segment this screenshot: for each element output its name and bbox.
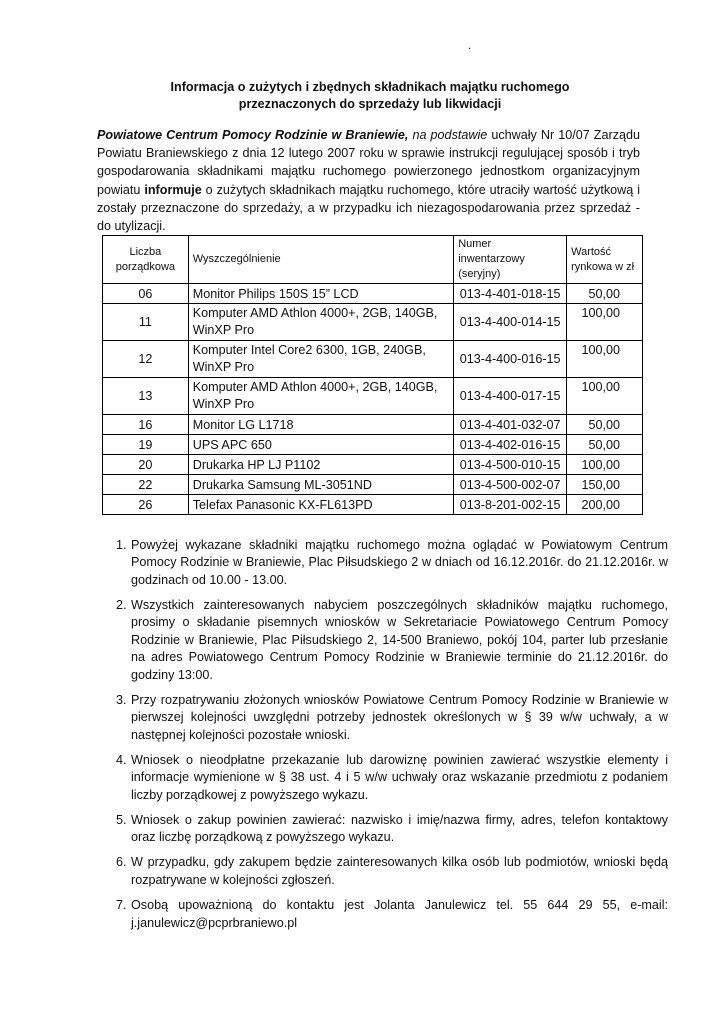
inventory-table — [102, 235, 643, 515]
cell-description: Monitor LG L1718 — [188, 415, 453, 435]
list-item: 5. Wniosek o zakup powinien zawierać: nazwisko i imię/nazwa firmy, adres, telefon kontaktowy oraz liczbę porządkową z powyższego wykazu. — [130, 812, 668, 847]
table-row — [103, 378, 643, 415]
table-row — [103, 341, 643, 378]
cell-ordinal: 12 — [103, 341, 189, 378]
header-description: Wyszczególnienie — [188, 236, 453, 284]
list-item: 3. Przy rozpatrywaniu złożonych wniosków Powiatowe Centrum Pomocy Rodzinie w Braniewie w pierwszej kolejności uwzględni potrzeby jednostek określonych w § 39 w/w uchwały, a w następnej kolejności pozostałe wnioski. — [130, 692, 668, 744]
cell-ordinal: 13 — [103, 378, 189, 415]
table-row — [103, 455, 643, 475]
cell-ordinal: 19 — [103, 435, 189, 455]
cell-ordinal: 22 — [103, 475, 189, 495]
cell-serial: 013-8-201-002-15 — [454, 495, 567, 515]
document-title — [100, 79, 640, 113]
header-mark: . — [468, 38, 472, 52]
table-row — [103, 475, 643, 495]
cell-description: UPS APC 650 — [188, 435, 453, 455]
cell-value: 100,00 — [567, 341, 643, 378]
list-item: 6. W przypadku, gdy zakupem będzie zainteresowanych kilka osób lub podmiotów, wnioski będą rozpatrywane w kolejności zgłoszeń. — [130, 854, 668, 889]
cell-value: 50,00 — [567, 284, 643, 304]
cell-serial: 013-4-400-016-15 — [454, 341, 567, 378]
cell-value: 50,00 — [567, 435, 643, 455]
table-row — [103, 304, 643, 341]
table-header-row — [103, 236, 643, 284]
cell-value: 100,00 — [567, 455, 643, 475]
cell-ordinal: 26 — [103, 495, 189, 515]
intro-paragraph — [97, 126, 640, 235]
cell-ordinal: 16 — [103, 415, 189, 435]
intro-text-part1: uchwały Nr 10/07 Zarządu Powiatu Braniewskiego z dnia 12 lutego 2007 roku w sprawie instrukcji regulującej sposób i tryb gospodarowania składnikami majątku ruchomego powierzonego jednostkom organizacyjnym powiatu — [97, 128, 641, 197]
intro-organization: Powiatowe Centrum Pomocy Rodzinie w Braniewie, — [97, 128, 409, 142]
cell-ordinal: 11 — [103, 304, 189, 341]
title-line-1: Informacja o zużytych i zbędnych składnikach majątku ruchomego — [170, 80, 570, 94]
cell-serial: 013-4-401-032-07 — [454, 415, 567, 435]
intro-basis: na podstawie — [412, 128, 488, 142]
list-item: 7. Osobą upoważnioną do kontaktu jest Jolanta Janulewicz tel. 55 644 29 55, e-mail: j.janulewicz@pcprbraniewo.pl — [130, 897, 668, 932]
cell-value: 100,00 — [567, 304, 643, 341]
cell-ordinal: 20 — [103, 455, 189, 475]
cell-ordinal: 06 — [103, 284, 189, 304]
cell-description: Drukarka Samsung ML-3051ND — [188, 475, 453, 495]
cell-serial: 013-4-400-014-15 — [454, 304, 567, 341]
cell-description: Komputer AMD Athlon 4000+, 2GB, 140GB, WinXP Pro — [188, 378, 453, 415]
header-value: Wartość rynkowa w zł — [567, 236, 643, 284]
cell-description: Telefax Panasonic KX-FL613PD — [188, 495, 453, 515]
header-serial: Numer inwentarzowy (seryjny) — [454, 236, 567, 284]
cell-serial: 013-4-400-017-15 — [454, 378, 567, 415]
table-row — [103, 435, 643, 455]
cell-serial: 013-4-401-018-15 — [454, 284, 567, 304]
intro-text-part2: o zużytych składnikach majątku ruchomego, które utraciły wartość użytkową i zostały przeznaczone do sprzedaży, a w przypadku ich niezagospodarowania przez sprzedaż - do utylizacji. — [97, 182, 641, 234]
numbered-points — [102, 537, 668, 940]
list-item: 4. Wniosek o nieodpłatne przekazanie lub darowiznę powinien zawierać wszystkie elementy i informacje wymienione w § 38 ust. 4 i 5 w/w uchwały oraz wskazanie przedmiotu z podaniem liczby porządkowej z powyższego wykazu. — [130, 752, 668, 804]
cell-description: Drukarka HP LJ P1102 — [188, 455, 453, 475]
cell-value: 200,00 — [567, 495, 643, 515]
cell-value: 150,00 — [567, 475, 643, 495]
list-item: 1. Powyżej wykazane składniki majątku ruchomego można oglądać w Powiatowym Centrum Pomocy Rodzinie w Braniewie, Plac Piłsudskiego 2 w dniach od 16.12.2016r. do 21.12.2016r. w godzinach od 10.00 - 13.00. — [130, 537, 668, 589]
cell-serial: 013-4-500-010-15 — [454, 455, 567, 475]
cell-description: Komputer AMD Athlon 4000+, 2GB, 140GB, WinXP Pro — [188, 304, 453, 341]
header-ordinal: Liczba porządkowa — [103, 236, 189, 284]
table-row — [103, 495, 643, 515]
list-item: 2. Wszystkich zainteresowanych nabyciem poszczególnych składników majątku ruchomego, prosimy o składanie pisemnych wniosków w Sekretariacie Powiatowego Centrum Pomocy Rodzinie w Braniewie, Plac Piłsudskiego 2, 14-500 Braniewo, pokój 104, parter lub przesłanie na adres Powiatowego Centrum Pomocy Rodzinie w Braniewie terminie do 21.12.2016r. do godziny 13:00. — [130, 597, 668, 684]
intro-informs: informuje — [144, 182, 202, 197]
table-row — [103, 284, 643, 304]
title-line-2: przeznaczonych do sprzedaży lub likwidacji — [238, 97, 502, 111]
cell-value: 100,00 — [567, 378, 643, 415]
table-row — [103, 415, 643, 435]
cell-value: 50,00 — [567, 415, 643, 435]
cell-description: Komputer Intel Core2 6300, 1GB, 240GB, WinXP Pro — [188, 341, 453, 378]
cell-description: Monitor Philips 150S 15” LCD — [188, 284, 453, 304]
cell-serial: 013-4-500-002-07 — [454, 475, 567, 495]
cell-serial: 013-4-402-016-15 — [454, 435, 567, 455]
